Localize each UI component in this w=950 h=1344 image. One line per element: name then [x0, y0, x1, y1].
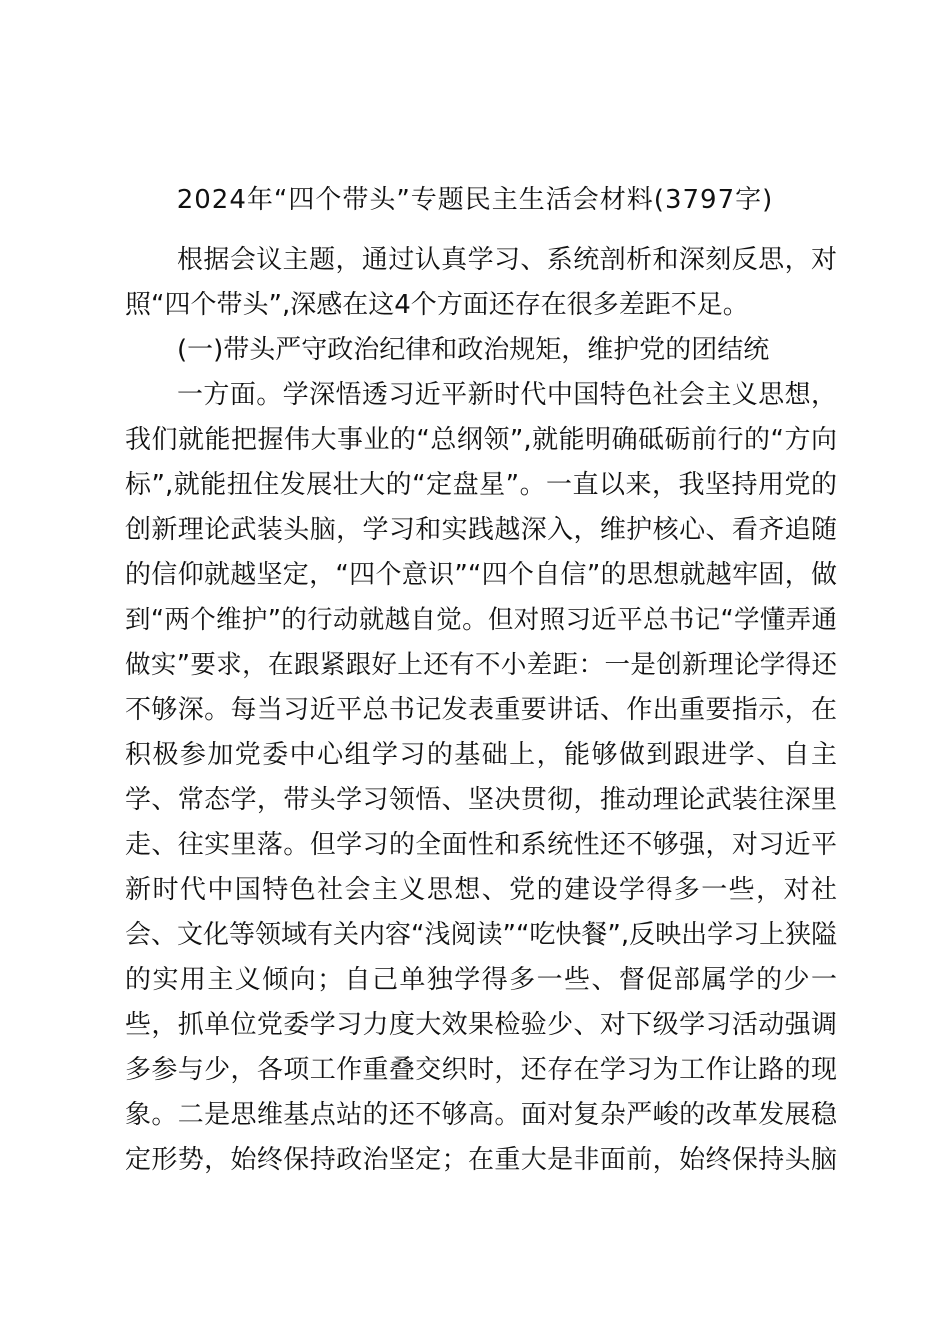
- text-line: 会、文化等领域有关内容“浅阅读”“吃快餐”,反映出学习上狭隘: [125, 920, 838, 950]
- text-line: 新时代中国特色社会主义思想、党的建设学得多一些，对社: [125, 875, 837, 905]
- text-line: 象。二是思维基点站的还不够高。面对复杂严峻的改革发展稳: [125, 1100, 837, 1130]
- text-line: 创新理论武装头脑，学习和实践越深入，维护核心、看齐追随: [125, 515, 837, 545]
- text-line: 不够深。每当习近平总书记发表重要讲话、作出重要指示，在: [125, 695, 837, 725]
- text-line: 的信仰就越坚定，“四个意识”“四个自信”的思想就越牢固，做: [125, 560, 837, 590]
- text-line: 标”,就能扭住发展壮大的“定盘星”。一直以来，我坚持用党的: [125, 470, 837, 500]
- text-line: 根据会议主题，通过认真学习、系统剖析和深刻反思，对: [177, 245, 837, 275]
- text-line: 到“两个维护”的行动就越自觉。但对照习近平总书记“学懂弄通: [125, 605, 837, 635]
- text-line: 照“四个带头”,深感在这4个方面还存在很多差距不足。: [125, 290, 749, 320]
- text-line: 的实用主义倾向；自己单独学得多一些、督促部属学的少一: [125, 965, 837, 995]
- document-title: 2024年“四个带头”专题民主生活会材料(3797字): [176, 185, 774, 215]
- text-line: 做实”要求，在跟紧跟好上还有不小差距：一是创新理论学得还: [125, 650, 837, 680]
- text-line: 我们就能把握伟大事业的“总纲领”,就能明确砥砺前行的“方向: [125, 425, 837, 455]
- text-line: (一)带头严守政治纪律和政治规矩，维护党的团结统: [177, 335, 770, 365]
- text-line: 定形势，始终保持政治坚定；在重大是非面前，始终保持头脑: [125, 1145, 837, 1175]
- text-line: 走、往实里落。但学习的全面性和系统性还不够强，对习近平: [125, 830, 837, 860]
- text-line: 些，抓单位党委学习力度大效果检验少、对下级学习活动强调: [125, 1010, 837, 1040]
- document-body: [125, 238, 837, 1183]
- text-line: 多参与少，各项工作重叠交织时，还存在学习为工作让路的现: [125, 1055, 837, 1085]
- text-line: 积极参加党委中心组学习的基础上，能够做到跟进学、自主: [125, 740, 837, 770]
- text-line: 学、常态学，带头学习领悟、坚决贯彻，推动理论武装往深里: [125, 785, 837, 815]
- text-line: 一方面。学深悟透习近平新时代中国特色社会主义思想，: [177, 380, 837, 410]
